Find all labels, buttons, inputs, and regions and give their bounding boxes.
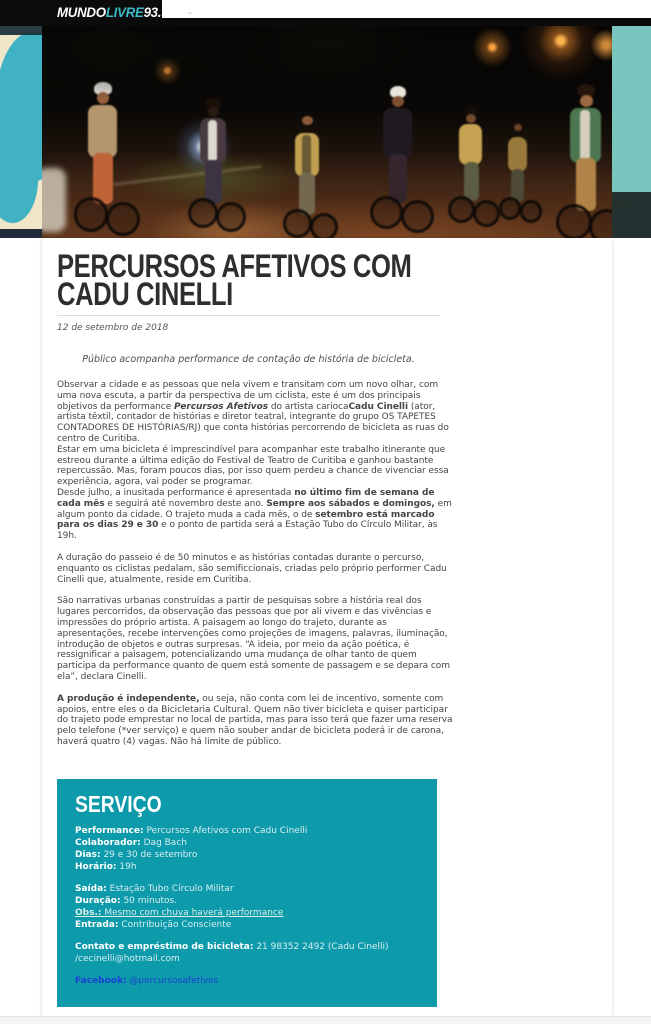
text-run: Estar em uma bicicleta é imprescindível para acompanhar este trabalho itinerante que estreou durante a última edição do Festival de Teatro de Curitiba e ganhou bastante repercussão. Mas, foram poucos dias, por isso quem perdeu a chance de vivenciar essa experiência, agora, vai poder se programar. bbox=[57, 444, 449, 488]
service-row-value: @percursosafetivos bbox=[126, 976, 219, 986]
service-row-label: Performance: bbox=[75, 826, 144, 836]
figure-part bbox=[205, 160, 222, 204]
text-run: Sempre aos sábados e domingos, bbox=[266, 498, 435, 509]
figure-part bbox=[464, 162, 479, 202]
figure-part bbox=[383, 108, 412, 159]
figure-part bbox=[94, 82, 111, 95]
service-spacer bbox=[75, 873, 419, 883]
curb-line bbox=[112, 165, 261, 186]
header-white-panel bbox=[162, 0, 651, 18]
pedestrian-figure bbox=[42, 168, 66, 232]
text-run: no último fim de semana de cada mês bbox=[57, 487, 435, 509]
title-divider bbox=[57, 315, 440, 316]
figure-part bbox=[216, 202, 246, 232]
figure-part bbox=[208, 107, 219, 117]
cyclist-figure bbox=[190, 98, 250, 238]
background-art-right bbox=[612, 26, 651, 238]
text-run: Desde julho, a inusitada performance é apresentada bbox=[57, 487, 295, 498]
text-run: em algum ponto da cidade. O trajeto muda a cada mês, o de bbox=[57, 498, 452, 520]
service-row bbox=[75, 849, 419, 861]
text-run: Observar a cidade e as pessoas que nela vivem e transitam com um novo olhar, com uma nova escuta, a partir da perspectiva de um ciclista, este é um dos principais objetivos da performance bbox=[57, 380, 439, 412]
service-row bbox=[75, 861, 419, 873]
logo-part-livre: LIVRE bbox=[105, 4, 144, 20]
hero-photo bbox=[42, 26, 612, 238]
service-row bbox=[75, 941, 419, 965]
hero-section bbox=[0, 26, 651, 238]
service-spacer bbox=[75, 931, 419, 941]
service-row-value: 29 e 30 de setembro bbox=[100, 850, 198, 860]
footer-strip bbox=[0, 1016, 651, 1024]
figure-part bbox=[302, 135, 311, 175]
text-run: setembro está marcado para os dias 29 e 30 bbox=[57, 509, 435, 531]
logo-part-mundo: MUNDO bbox=[57, 4, 106, 20]
text-run: e o ponto de partida será a Estação Tubo do Círculo Militar, às 19h. bbox=[57, 520, 438, 542]
figure-part bbox=[589, 209, 612, 238]
service-row-value: Dag Bach bbox=[140, 838, 187, 848]
service-box-title: SERVIÇO bbox=[75, 791, 162, 817]
figure-part bbox=[74, 197, 109, 232]
cyclist-figure bbox=[372, 86, 438, 238]
service-obs-link[interactable] bbox=[75, 907, 419, 919]
text-run: A duração do passeio é de 50 minutos e as histórias contadas durante o percurso, enquanto os ciclistas pedalam, são semificcionais, criadas pelo próprio performer Cadu Cinelli que, atualmente, reside em Curitiba. bbox=[57, 552, 447, 585]
figure-part bbox=[310, 213, 339, 238]
text-run: A produção é independente, bbox=[57, 693, 200, 704]
service-row-label: Colaborador: bbox=[75, 838, 141, 848]
service-row bbox=[75, 919, 419, 931]
service-row bbox=[75, 837, 419, 849]
article bbox=[57, 248, 455, 748]
figure-part bbox=[514, 124, 522, 132]
service-row-label: Obs.: bbox=[75, 908, 102, 918]
text-run: ou seja, não conta com lei de incentivo, somente com apoios, entre eles o da Bicicletaria Cultural. Quem não tiver bicicleta e quiser participar do trajeto pode emprestar no local de partida, mas para isso terá que fazer uma reserva pelo telefone (*ver serviço) e quem não souber andar de bicicleta poderá ir de carona, haverá quatro (4) vagas. Não há limite de público. bbox=[57, 693, 453, 747]
figure-part bbox=[295, 133, 320, 177]
figure-part bbox=[401, 200, 434, 233]
article-paragraph bbox=[57, 553, 454, 585]
publish-date: 12 de setembro de 2018 bbox=[57, 323, 169, 333]
cyclist-figure bbox=[76, 82, 145, 238]
text-run: Cadu Cinelli bbox=[348, 401, 409, 412]
logo-suffix: - bbox=[187, 4, 192, 20]
text-run: Percursos Afetivos bbox=[174, 401, 269, 412]
text-run: São narrativas urbanas construídas a partir de pesquisas sobre a história real dos lugares percorridos, da observação das pessoas que por ali vivem e das vivências e impressões do próprio artista. A paisagem ao longo do trajeto, durante as apresentações, recebe intervenções como projeções de imagens, palavras, iluminação, introdução de objetos e outras surpresas. “A ideia, por meio da ação poética, é ressignificar a paisagem, potencializando uma mudança de olhar tanto de quem participa da performance quanto de quem está somente de passagem e se depara com ela”, declara Cinelli. bbox=[57, 596, 450, 682]
cyclist-figure bbox=[285, 114, 342, 238]
service-row-label: Facebook: bbox=[75, 976, 127, 986]
service-row-label: Entrada: bbox=[75, 920, 119, 930]
figure-part bbox=[283, 209, 312, 238]
service-row bbox=[75, 895, 419, 907]
figure-part bbox=[206, 98, 221, 110]
service-row-value: Percursos Afetivos com Cadu Cinelli bbox=[143, 826, 308, 836]
figure-part bbox=[106, 202, 141, 237]
text-run: (ator, artista têxtil, contador de histórias e diretor teatral, integrante do grupo OS TAPETES CONTADORES DE HISTÓRIAS/RJ) que conta histórias percorrendo de bicicleta as ruas do centro de Curitiba. bbox=[57, 401, 449, 444]
cyclist-figure bbox=[500, 122, 545, 227]
figure-part bbox=[459, 124, 482, 165]
service-box bbox=[57, 779, 437, 1007]
figure-part bbox=[576, 158, 596, 211]
service-row-label: Contato e empréstimo de bicicleta: bbox=[75, 942, 254, 952]
article-paragraph bbox=[57, 694, 454, 748]
page-title bbox=[57, 248, 455, 312]
figure-part bbox=[200, 118, 226, 164]
top-nav-bar bbox=[0, 0, 651, 26]
article-paragraph bbox=[57, 596, 454, 682]
article-body bbox=[57, 380, 454, 748]
figure-part bbox=[577, 84, 595, 98]
cyclist-figure bbox=[450, 106, 504, 232]
page-title-line1: PERCURSOS AFETIVOS COM bbox=[57, 248, 412, 284]
figure-part bbox=[580, 95, 593, 107]
figure-part bbox=[188, 198, 218, 228]
figure-part bbox=[570, 108, 601, 163]
background-art-left bbox=[0, 26, 42, 238]
service-row bbox=[75, 825, 419, 837]
text-run: e seguirá até novembro deste ano. bbox=[104, 498, 267, 509]
figure-part bbox=[389, 154, 408, 202]
text-run: do artista carioca bbox=[268, 401, 349, 412]
page-title-line2: CADU CINELLI bbox=[57, 276, 233, 312]
figure-part bbox=[464, 106, 478, 117]
cyclist-figure bbox=[558, 84, 612, 238]
figure-part bbox=[473, 200, 500, 227]
service-spacer bbox=[75, 965, 419, 975]
figure-part bbox=[299, 173, 315, 215]
photo-caption: Público acompanha performance de contação de história de bicicleta. bbox=[82, 354, 415, 365]
figure-part bbox=[97, 92, 110, 104]
service-row-value: Estação Tubo Círculo Militar bbox=[106, 884, 234, 894]
service-facebook-link[interactable] bbox=[75, 975, 419, 987]
service-row-label: Saída: bbox=[75, 884, 107, 894]
figure-part bbox=[448, 196, 475, 223]
service-row-value: 19h bbox=[116, 862, 137, 872]
figure-part bbox=[93, 153, 113, 204]
service-row bbox=[75, 883, 419, 895]
service-rows bbox=[75, 825, 419, 987]
figure-part bbox=[520, 200, 543, 223]
figure-part bbox=[580, 110, 591, 160]
service-row-value: 50 minutos. bbox=[120, 896, 178, 906]
figure-part bbox=[392, 96, 404, 107]
figure-part bbox=[208, 120, 217, 162]
content-card bbox=[42, 238, 612, 1016]
service-row-label: Dias: bbox=[75, 850, 101, 860]
figure-part bbox=[88, 105, 118, 158]
station-logo[interactable] bbox=[57, 4, 192, 20]
service-row-value: Contribuição Consciente bbox=[118, 920, 232, 930]
figure-part bbox=[370, 196, 403, 229]
figure-part bbox=[508, 137, 528, 172]
service-row-label: Duração: bbox=[75, 896, 121, 906]
figure-part bbox=[511, 169, 524, 202]
figure-part bbox=[556, 204, 592, 238]
service-row-value: Mesmo com chuva haverá performance bbox=[101, 908, 284, 918]
figure-part bbox=[499, 197, 522, 220]
figure-part bbox=[390, 86, 407, 98]
article-paragraph bbox=[57, 380, 454, 542]
service-row-label: Horário: bbox=[75, 862, 117, 872]
figure-part bbox=[466, 114, 476, 123]
service-row-value: 21 98352 2492 (Cadu Cinelli) /cecinelli@hotmail.com bbox=[75, 942, 389, 964]
logo-part-frequency: 93.9fm bbox=[143, 4, 185, 20]
figure-part bbox=[302, 116, 312, 126]
